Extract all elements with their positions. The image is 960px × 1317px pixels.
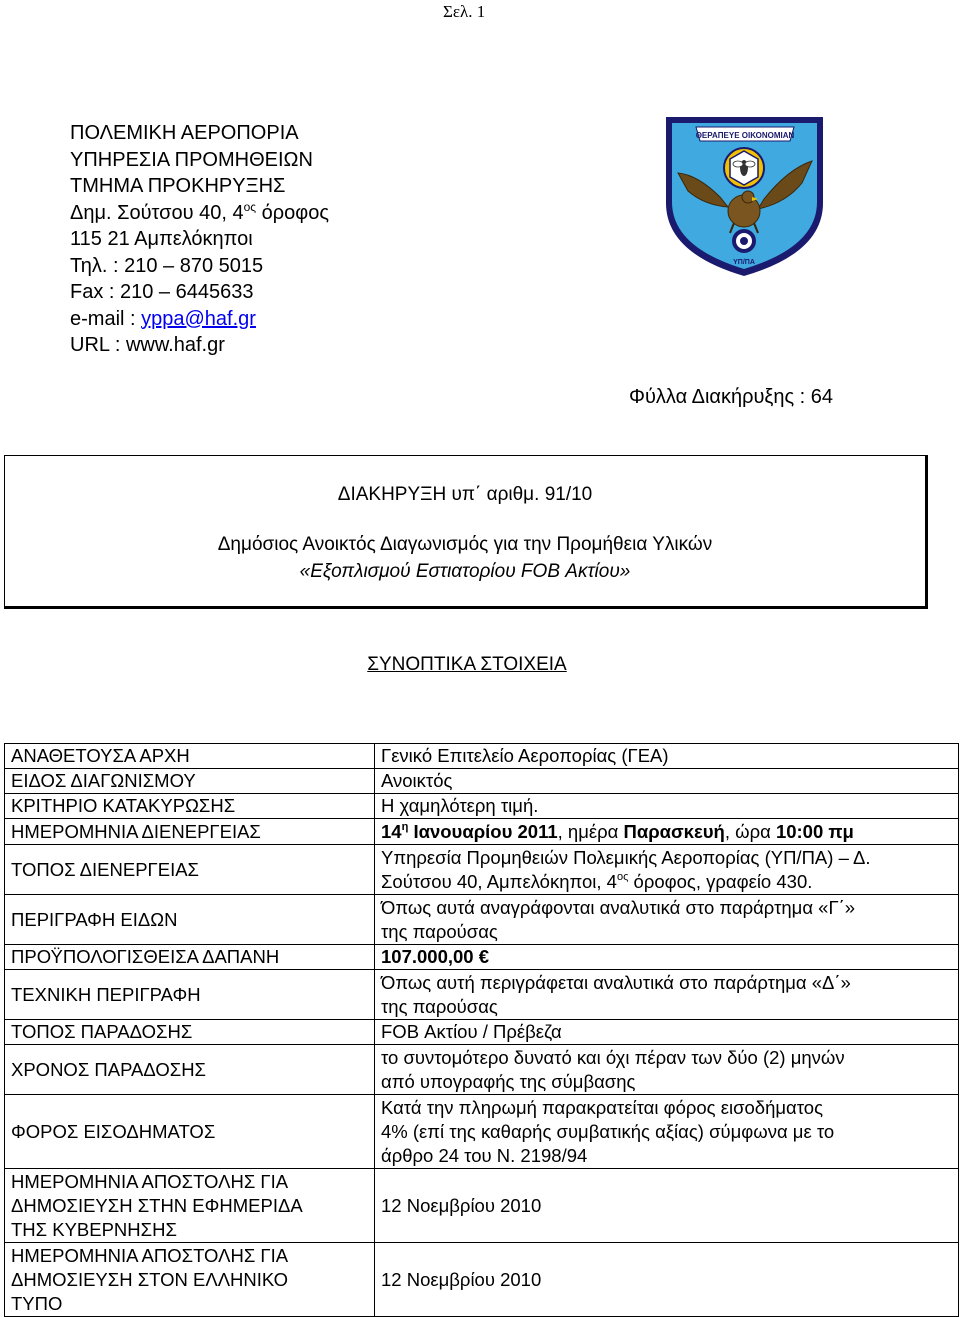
row-value: το συντομότερο δυνατό και όχι πέραν των δύο (2) μηνών από υπογραφής της σύμβασης: [375, 1045, 959, 1095]
org-email: e-mail : yppa@haf.gr: [70, 307, 256, 330]
table-row: [5, 945, 959, 970]
table-row: [5, 845, 959, 895]
row-label: ΕΙΔΟΣ ΔΙΑΓΩΝΙΣΜΟΥ: [5, 769, 375, 794]
org-address: Δημ. Σούτσου 40, $4^{o\varsigma}$ όροφος: [70, 199, 329, 224]
emblem-motto: ΘΕΡΑΠΕΥΕ ΟΙΚΟΝΟΜΙΑΝ: [695, 131, 795, 140]
page-number: Σελ. 1: [443, 2, 486, 21]
row-label: ΗΜΕΡΟΜΗΝΙΑ ΑΠΟΣΤΟΛΗΣ ΓΙΑ ΔΗΜΟΣΙΕΥΣΗ ΣΤΗΝ ΕΦΗΜΕΡΙΔΑ ΤΗΣ ΚΥΒΕΡΝΗΣΗΣ: [5, 1169, 375, 1243]
notice-subject: «Εξοπλισμού Εστιατορίου FOB Ακτίου»: [299, 561, 631, 582]
row-label: ΦΟΡΟΣ ΕΙΣΟΔΗΜΑΤΟΣ: [5, 1095, 375, 1169]
table-row: [5, 769, 959, 794]
table-row: [5, 1169, 959, 1243]
row-label: ΤΟΠΟΣ ΔΙΕΝΕΡΓΕΙΑΣ: [5, 845, 375, 895]
row-label: ΤΕΧΝΙΚΗ ΠΕΡΙΓΡΑΦΗ: [5, 970, 375, 1020]
org-phone: Τηλ. : 210 – 870 5015: [70, 254, 264, 277]
row-value: 107.000,00 €: [375, 945, 959, 970]
row-label: ΗΜΕΡΟΜΗΝΙΑ ΔΙΕΝΕΡΓΕΙΑΣ: [5, 819, 375, 845]
row-label: ΠΕΡΙΓΡΑΦΗ ΕΙΔΩΝ: [5, 895, 375, 945]
row-label: ΠΡΟΫΠΟΛΟΓΙΣΘΕΙΣΑ ΔΑΠΑΝΗ: [5, 945, 375, 970]
table-row: [5, 1045, 959, 1095]
row-value: Ανοικτός: [375, 769, 959, 794]
table-row: [5, 1095, 959, 1169]
row-label: ΧΡΟΝΟΣ ΠΑΡΑΔΟΣΗΣ: [5, 1045, 375, 1095]
table-row: [5, 819, 959, 845]
summary-table: [4, 743, 959, 1317]
row-label: ΑΝΑΘΕΤΟΥΣΑ ΑΡΧΗ: [5, 744, 375, 769]
row-value: FOB Ακτίου / Πρέβεζα: [375, 1020, 959, 1045]
row-label: ΚΡΙΤΗΡΙΟ ΚΑΤΑΚΥΡΩΣΗΣ: [5, 794, 375, 819]
table-row: [5, 970, 959, 1020]
sheet-count: Φύλλα Διακήρυξης : 64: [629, 386, 834, 408]
row-value: Κατά την πληρωμή παρακρατείται φόρος εισοδήματος 4% (επί της καθαρής συμβατικής αξίας) σύμφωνα με το άρθρο 24 του Ν. 2198/94: [375, 1095, 959, 1169]
org-service: ΥΠΗΡΕΣΙΑ ΠΡΟΜΗΘΕΙΩΝ: [70, 148, 313, 171]
row-value: Γενικό Επιτελείο Αεροπορίας (ΓΕΑ): [375, 744, 959, 769]
org-url: URL : www.haf.gr: [70, 334, 225, 356]
emblem-caption: ΥΠ/ΠΑ: [733, 259, 755, 266]
row-value: Όπως αυτά αναγράφονται αναλυτικά στο παράρτημα «Γ΄» της παρούσας: [375, 895, 959, 945]
org-department: ΤΜΗΜΑ ΠΡΟΚΗΡΥΞΗΣ: [70, 175, 286, 197]
email-link[interactable]: yppa@haf.gr: [141, 307, 256, 330]
table-row: [5, 744, 959, 769]
organization-header: [70, 120, 329, 359]
row-label: ΗΜΕΡΟΜΗΝΙΑ ΑΠΟΣΤΟΛΗΣ ΓΙΑ ΔΗΜΟΣΙΕΥΣΗ ΣΤΟΝ ΕΛΛΗΝΙΚΟ ΤΥΠΟ: [5, 1243, 375, 1317]
table-row: [5, 895, 959, 945]
row-value: Η χαμηλότερη τιμή.: [375, 794, 959, 819]
row-value: $14^\eta$ Ιανουαρίου 2011, ημέρα Παρασκευή, ώρα 10:00 πμ: [375, 819, 959, 845]
org-name: ΠΟΛΕΜΙΚΗ ΑΕΡΟΠΟΡΙΑ: [70, 122, 299, 144]
row-value: 12 Νοεμβρίου 2010: [375, 1169, 959, 1243]
air-force-supply-emblem: [658, 113, 831, 279]
org-postal: 115 21 Αμπελόκηποι: [70, 228, 253, 250]
row-value: 12 Νοεμβρίου 2010: [375, 1243, 959, 1317]
row-value: Όπως αυτή περιγράφεται αναλυτικά στο παράρτημα «Δ΄» της παρούσας: [375, 970, 959, 1020]
notice-title: ΔΙΑΚΗΡΥΞΗ υπ΄ αριθμ. 91/10: [337, 484, 593, 505]
org-fax: Fax : 210 – 6445633: [70, 281, 254, 303]
notice-box: [4, 455, 928, 609]
table-row: [5, 794, 959, 819]
summary-heading: ΣΥΝΟΠΤΙΚΑ ΣΤΟΙΧΕΙΑ: [367, 654, 567, 675]
table-row: [5, 1020, 959, 1045]
row-label: ΤΟΠΟΣ ΠΑΡΑΔΟΣΗΣ: [5, 1020, 375, 1045]
row-value: Υπηρεσία Προμηθειών Πολεμικής Αεροπορίας (ΥΠ/ΠΑ) – Δ. Σούτσου 40, Αμπελόκηποι, $4^{o\varsigma}$ όροφος, γραφείο 430.: [375, 845, 959, 895]
notice-subtitle: Δημόσιος Ανοικτός Διαγωνισμός για την Προμήθεια Υλικών: [217, 534, 713, 555]
table-row: [5, 1243, 959, 1317]
